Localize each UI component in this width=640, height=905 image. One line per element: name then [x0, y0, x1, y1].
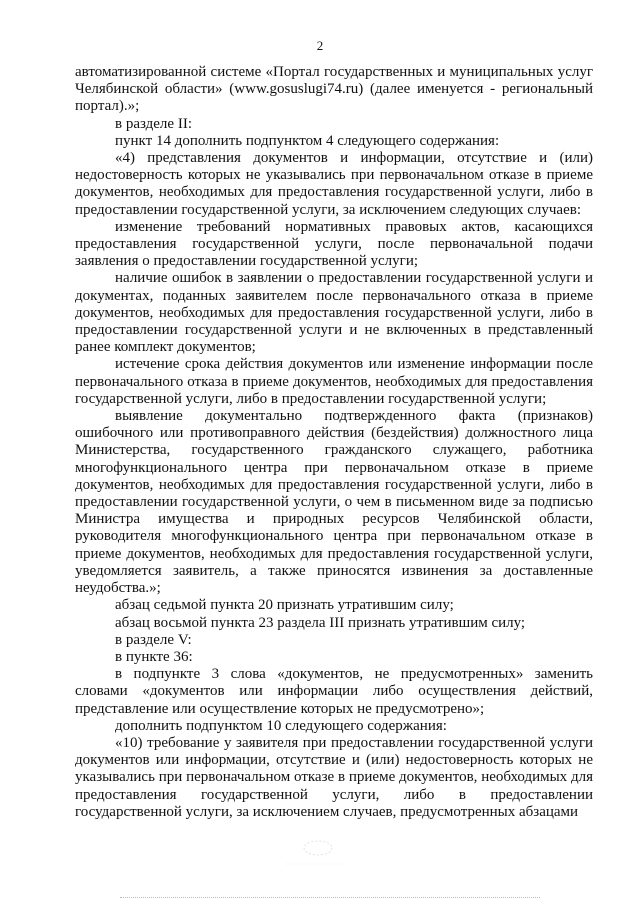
paragraph-14: дополнить подпунктом 10 следующего содержания:	[115, 717, 447, 734]
paragraph-5: изменение требований нормативных правовых актов, касающихся предоставления государственной услуги, после первоначальной подачи заявления о предоставлении государственной услуги;	[75, 218, 593, 270]
paragraph-10: абзац восьмой пункта 23 раздела III признать утратившим силу;	[115, 614, 526, 631]
paragraph-13: в подпункте 3 слова «документов, не предусмотренных» заменить словами «документов или информации либо осуществления действий, представление или осуществление которых не предусмотрено»;	[75, 666, 593, 717]
paragraph-7: истечение срока действия документов или изменение информации после первоначального отказа в приеме документов, необходимых для предоставления государственной услуги, либо в предоставлении государственной услуги;	[75, 356, 593, 407]
paragraph-4: «4) представления документов и информации, отсутствие и (или) недостоверность которых не указывались при первоначальном отказе в приеме документов, необходимых для предоставления государственной услуги, либо в предоставлении государственной услуги, за исключением следующих случаев:	[75, 150, 593, 218]
paragraph-8: выявление документально подтвержденного факта (признаков) ошибочного или противоправного действия (бездействия) должностного лица Министерства, государственного гражданского служащего, работника многофункционального центра при первоначальном отказе в приеме документов, необходимых для предоставления государственной услуги, либо в предоставлении государственной услуги, о чем в письменном виде за подписью Министра имущества и природных ресурсов Челябинской области, руководителя многофункционального центра при первоначальном отказе в приеме документов, необходимых для предоставления государственной услуги, уведомляется заявитель, а также приносятся извинения за доставленные неудобства.»;	[75, 408, 593, 597]
page-number: 2	[316, 38, 324, 53]
bottom-scan-line	[120, 897, 540, 899]
paragraph-2: в разделе II:	[115, 115, 192, 132]
paragraph-12: в пункте 36:	[115, 648, 193, 665]
paragraph-9: абзац седьмой пункта 20 признать утратившим силу;	[115, 597, 454, 614]
faint-stamp-mark	[282, 838, 354, 872]
paragraph-6: наличие ошибок в заявлении о предоставлении государственной услуги и документах, поданных заявителем после первоначального отказа в приеме документов, необходимых для предоставления государственной услуги, либо в предоставлении государственной услуги и не включенных в представленный ранее комплект документов;	[75, 270, 593, 356]
paragraph-3: пункт 14 дополнить подпунктом 4 следующего содержания:	[115, 132, 500, 149]
paragraph-11: в разделе V:	[115, 631, 192, 648]
document-body	[75, 64, 593, 821]
paragraph-15: «10) требование у заявителя при предоставлении государственной услуги документов или информации, отсутствие и (или) недостоверность которых не указывались при первоначальном отказе в приеме документов, необходимых для предоставления государственной услуги, либо в предоставлении государственной услуги, за исключением случаев, предусмотренных абзацами	[75, 734, 593, 820]
paragraph-1: автоматизированной системе «Портал государственных и муниципальных услуг Челябинской области» (www.gosuslugi74.ru) (далее именуется - региональный портал).»;	[75, 64, 593, 115]
